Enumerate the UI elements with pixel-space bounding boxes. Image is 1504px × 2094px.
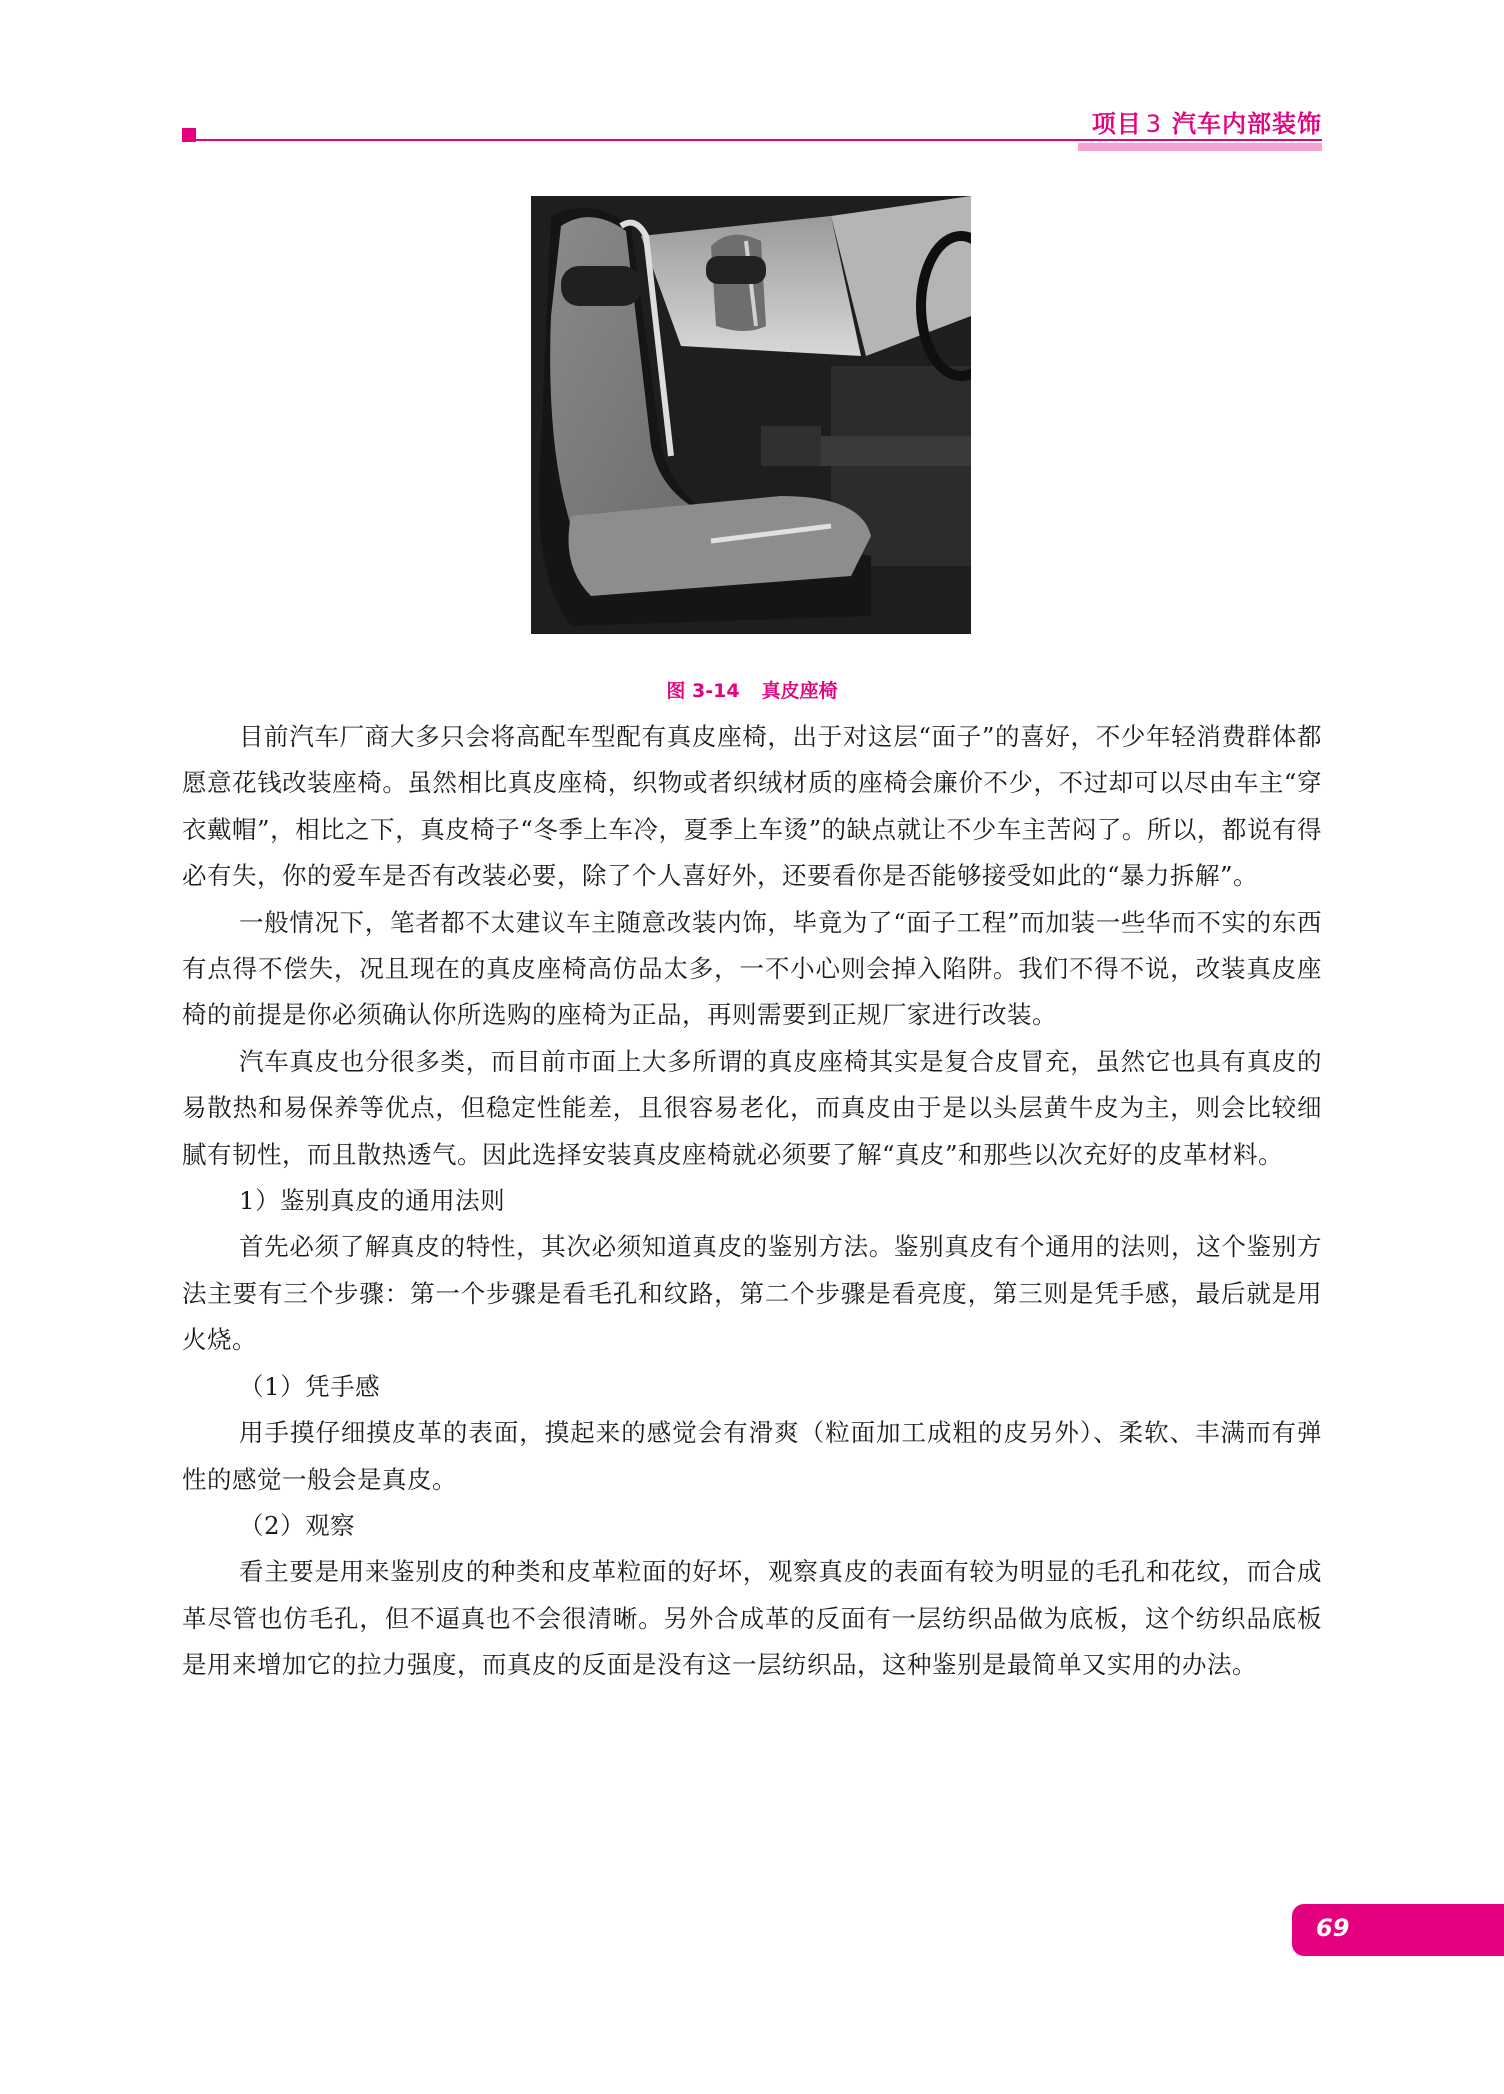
chapter-title: 汽车内部装饰 <box>1172 110 1322 138</box>
section-heading: 1）鉴别真皮的通用法则 <box>239 1186 506 1216</box>
page-number-tab <box>1292 1904 1504 1956</box>
subsection-heading: （2）观察 <box>239 1510 356 1540</box>
car-seat-illustration <box>531 196 971 634</box>
paragraph: 看主要是用来鉴别皮的种类和皮革粒面的好坏，观察真皮的表面有较为明显的毛孔和花纹，而合成革尽管也仿毛孔，但不逼真也不会很清晰。另外合成革的反面有一层纺织品做为底板，这个纺织品底板是用来增加它的拉力强度，而真皮的反面是没有这一层纺织品，这种鉴别是最简单又实用的办法。 <box>182 1557 1322 1680</box>
paragraph: 目前汽车厂商大多只会将高配车型配有真皮座椅，出于对这层“面子”的喜好，不少年轻消费群体都愿意花钱改装座椅。虽然相比真皮座椅，织物或者织绒材质的座椅会廉价不少，不过却可以尽由车主“穿衣戴帽”，相比之下，真皮椅子“冬季上车冷，夏季上车烫”的缺点就让不少车主苦闷了。所以，都说有得必有失，你的爱车是否有改装必要，除了个人喜好外，还要看你是否能够接受如此的“暴力拆解”。 <box>182 722 1322 891</box>
caption-number: 图 3-14 <box>666 680 740 702</box>
body-text <box>182 714 1322 1689</box>
paragraph: 汽车真皮也分很多类，而目前市面上大多所谓的真皮座椅其实是复合皮冒充，虽然它也具有真皮的易散热和易保养等优点，但稳定性能差，且很容易老化，而真皮由于是以头层黄牛皮为主，则会比较细腻有韧性，而且散热透气。因此选择安装真皮座椅就必须要了解“真皮”和那些以次充好的皮革材料。 <box>182 1046 1322 1169</box>
car-seat-photo <box>531 196 971 634</box>
caption-title: 真皮座椅 <box>761 680 838 702</box>
running-header <box>1092 104 1322 139</box>
subsection-heading: （1）凭手感 <box>239 1371 381 1401</box>
header-rule <box>196 139 1322 141</box>
header-marker <box>182 128 196 142</box>
paragraph: 一般情况下，笔者都不太建议车主随意改装内饰，毕竟为了“面子工程”而加装一些华而不实的东西有点得不偿失，况且现在的真皮座椅高仿品太多，一不小心则会掉入陷阱。我们不得不说，改装真皮座椅的前提是你必须确认你所选购的座椅为正品，再则需要到正规厂家进行改装。 <box>182 907 1322 1030</box>
project-number: 3 <box>1145 110 1162 138</box>
header-underbar <box>1078 143 1322 151</box>
page-number: 69 <box>1316 1914 1350 1942</box>
project-label: 项目 <box>1091 110 1142 138</box>
paragraph: 首先必须了解真皮的特性，其次必须知道真皮的鉴别方法。鉴别真皮有个通用的法则，这个鉴别方法主要有三个步骤：第一个步骤是看毛孔和纹路，第二个步骤是看亮度，第三则是凭手感，最后就是用火烧。 <box>182 1232 1322 1355</box>
paragraph: 用手摸仔细摸皮革的表面，摸起来的感觉会有滑爽（粒面加工成粗的皮另外）、柔软、丰满而有弹性的感觉一般会是真皮。 <box>182 1418 1322 1494</box>
figure-caption <box>0 676 1504 703</box>
